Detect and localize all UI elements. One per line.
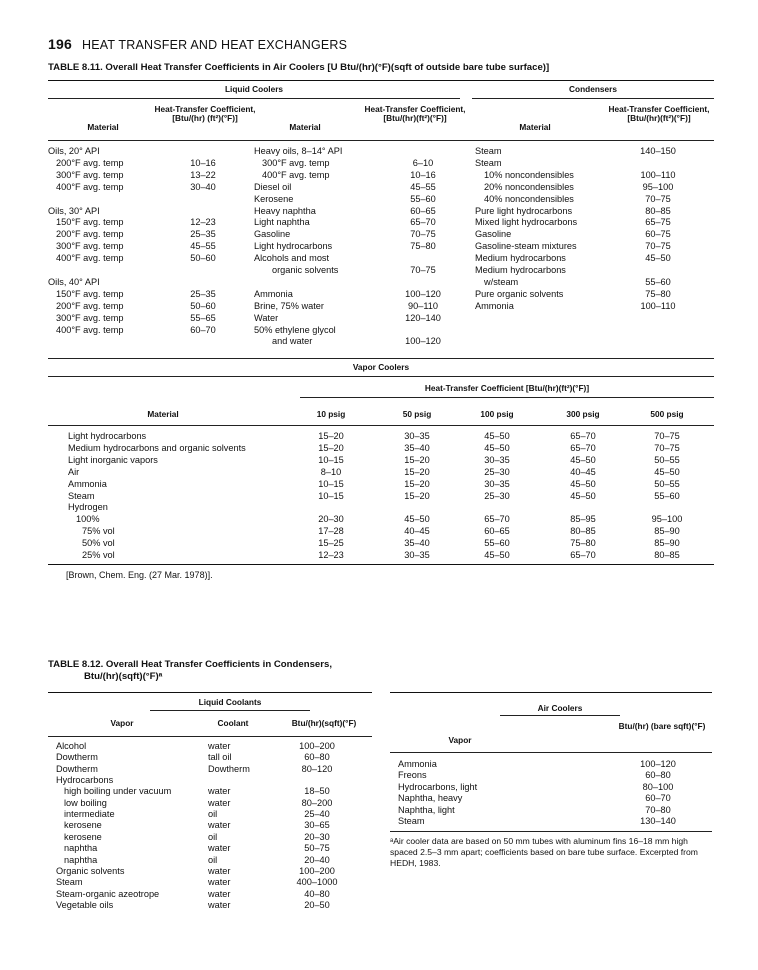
table-rule xyxy=(150,710,310,711)
table-cell: 100–110 xyxy=(640,300,676,311)
table-cell: water xyxy=(208,865,231,876)
vapor-col-header: 300 psig xyxy=(566,409,600,419)
table-cell: 200°F avg. temp xyxy=(56,300,124,311)
table-cell: 25–35 xyxy=(190,229,216,240)
table-cell: 95–100 xyxy=(651,514,683,525)
air-col-btu: Btu/(hr) (bare sqft)(°F) xyxy=(618,721,706,731)
table-8-11-title: TABLE 8.11. Overall Heat Transfer Coefficients in Air Coolers [U Btu/(hr)(°F)(sqft of outside bare tube surface)] xyxy=(48,62,550,73)
table-cell: 55–60 xyxy=(484,538,510,549)
table-rule xyxy=(48,140,714,141)
table-cell: 120–140 xyxy=(405,312,441,323)
table-rule xyxy=(48,692,372,693)
table-cell: 75–80 xyxy=(645,288,671,299)
table-cell: 25–40 xyxy=(304,809,330,820)
table-cell: 18–50 xyxy=(304,786,330,797)
table-cell: 20–30 xyxy=(304,831,330,842)
table-cell: water xyxy=(208,877,231,888)
table-cell: Oils, 40° API xyxy=(48,276,100,287)
table-cell: 60–70 xyxy=(190,324,216,335)
table-cell: 6–10 xyxy=(412,157,434,168)
running-title: HEAT TRANSFER AND HEAT EXCHANGERS xyxy=(81,38,348,52)
table-cell: Ammonia xyxy=(68,478,107,489)
vapor-coolers-label: Vapor Coolers xyxy=(352,362,410,372)
table-cell: water xyxy=(208,786,231,797)
table-cell: 400°F avg. temp xyxy=(56,253,124,264)
table-cell: Freons xyxy=(398,770,427,781)
table-cell: 400°F avg. temp xyxy=(56,324,124,335)
table-cell: Ammonia xyxy=(398,759,437,769)
table-cell: 15–20 xyxy=(318,431,344,441)
table-rule xyxy=(48,736,372,737)
table-cell: Water xyxy=(254,312,279,323)
table-cell: 45–55 xyxy=(190,241,216,252)
table-cell: Naphtha, heavy xyxy=(398,793,463,804)
table-cell: Steam xyxy=(475,146,502,156)
table-rule xyxy=(390,831,712,832)
table-cell: Vegetable oils xyxy=(56,899,114,910)
table-cell: Steam xyxy=(68,490,95,501)
table-cell: 50–60 xyxy=(190,253,216,264)
table-cell: 80–85 xyxy=(645,205,671,216)
table-cell: 60–70 xyxy=(645,793,671,804)
liquid-coolers-label: Liquid Coolers xyxy=(224,84,284,94)
table-rule xyxy=(48,80,714,81)
table-cell: oil xyxy=(208,854,218,865)
table-cell: 75% vol xyxy=(82,526,115,537)
table-cell: Gasoline-steam mixtures xyxy=(475,241,577,252)
table-cell: 10–15 xyxy=(318,478,344,489)
table-cell: water xyxy=(208,888,231,899)
table-cell: 100–200 xyxy=(299,865,335,876)
table-cell: 100–110 xyxy=(640,169,676,180)
table-cell: 45–50 xyxy=(484,431,510,441)
table-cell: 50–60 xyxy=(190,300,216,311)
vapor-col-header: 500 psig xyxy=(650,409,684,419)
table-cell: water xyxy=(208,797,231,808)
table-cell: naphtha xyxy=(64,854,98,865)
table-cell: 80–85 xyxy=(654,550,680,560)
table-cell: 25–35 xyxy=(190,288,216,299)
table-cell: Diesel oil xyxy=(254,181,292,192)
table-cell: 55–65 xyxy=(190,312,216,323)
table-cell: 10–16 xyxy=(410,169,436,180)
table-cell: 13–22 xyxy=(190,169,216,180)
table-cell: 100–120 xyxy=(405,336,441,347)
table-cell: 15–20 xyxy=(404,454,430,465)
table-cell: 70–75 xyxy=(654,442,680,453)
table-cell: Steam xyxy=(398,816,425,826)
table-cell: naphtha xyxy=(64,843,98,854)
table-rule xyxy=(500,715,620,716)
table-cell: Medium hydrocarbons xyxy=(475,253,566,264)
table-rule xyxy=(300,397,714,398)
table-cell: 100–200 xyxy=(299,741,335,751)
table-cell: and water xyxy=(272,336,313,347)
table-cell: 15–25 xyxy=(318,538,344,549)
t812-col-header: Vapor xyxy=(110,718,134,728)
table-cell: 45–50 xyxy=(645,253,671,264)
table-cell: 30–35 xyxy=(484,454,510,465)
table-cell: Dowtherm xyxy=(56,752,98,763)
table-cell: 30–35 xyxy=(404,550,430,560)
table-cell: 50% ethylene glycol xyxy=(254,324,336,335)
table-cell: 55–60 xyxy=(645,276,671,287)
table-cell: Air xyxy=(68,466,80,477)
table-cell: Gasoline xyxy=(475,229,512,240)
table-cell: 70–75 xyxy=(654,431,680,441)
table-cell: 60–65 xyxy=(484,526,510,537)
table-cell: 30–40 xyxy=(190,181,216,192)
air-col-vapor: Vapor xyxy=(448,735,472,745)
table-cell: Oils, 20° API xyxy=(48,146,100,156)
col-material-3: Material xyxy=(519,122,551,132)
table-cell: 65–70 xyxy=(570,442,596,453)
col-coeff-1: Heat-Transfer Coefficient, [Btu/(hr) (ft²)(°F)] xyxy=(154,104,256,123)
vapor-col-header: 100 psig xyxy=(480,409,514,419)
table-cell: Organic solvents xyxy=(56,865,125,876)
table-cell: 10–16 xyxy=(190,157,216,168)
table-cell: 30–35 xyxy=(484,478,510,489)
table-cell: 45–50 xyxy=(484,550,510,560)
table-cell: water xyxy=(208,741,231,751)
table-cell: Oils, 30° API xyxy=(48,205,100,216)
table-cell: 75–80 xyxy=(570,538,596,549)
table-cell: water xyxy=(208,899,231,910)
table-cell: 35–40 xyxy=(404,538,430,549)
table-cell: 60–80 xyxy=(304,752,330,763)
table-rule xyxy=(48,564,714,565)
table-cell: intermediate xyxy=(64,809,115,820)
table-cell: Pure organic solvents xyxy=(475,288,564,299)
table-cell: Hydrocarbons xyxy=(56,775,114,786)
table-cell: 15–20 xyxy=(404,466,430,477)
table-8-12-title-line2: Btu/(hr)(sqft)(°F)ᵃ xyxy=(84,671,163,682)
table-cell: 90–110 xyxy=(408,300,438,311)
table-cell: 130–140 xyxy=(640,816,676,826)
table-cell: 65–70 xyxy=(570,550,596,560)
table-cell: 25–30 xyxy=(484,490,510,501)
table-cell: 50–75 xyxy=(304,843,330,854)
table-cell: 80–200 xyxy=(301,797,333,808)
table-cell: 70–75 xyxy=(410,229,436,240)
running-header xyxy=(48,36,347,52)
table-cell: 200°F avg. temp xyxy=(56,157,124,168)
table-cell: 50–55 xyxy=(654,454,680,465)
table-cell: 65–70 xyxy=(484,514,510,525)
table-rule xyxy=(48,425,714,426)
table-cell: 80–100 xyxy=(642,781,674,792)
table-cell: Naphtha, light xyxy=(398,804,455,815)
table-rule xyxy=(390,752,712,753)
vapor-coeff-label: Heat-Transfer Coefficient [Btu/(hr)(ft²)(°F)] xyxy=(424,383,590,393)
table-cell: Gasoline xyxy=(254,229,291,240)
table-cell: oil xyxy=(208,809,218,820)
table-cell: Steam xyxy=(475,157,502,168)
table-cell: 140–150 xyxy=(640,146,676,156)
table-cell: 20–40 xyxy=(304,854,330,865)
table-cell: 60–65 xyxy=(410,205,436,216)
table-cell: 45–50 xyxy=(404,514,430,525)
table-cell: 45–55 xyxy=(410,181,436,192)
table-cell: Kerosene xyxy=(254,193,294,204)
table-cell: 10% noncondensibles xyxy=(484,169,574,180)
table-cell: Ammonia xyxy=(475,300,514,311)
table-cell: tall oil xyxy=(208,752,232,763)
table-cell: 15–20 xyxy=(404,478,430,489)
table-cell: 45–50 xyxy=(570,478,596,489)
table-cell: low boiling xyxy=(64,797,107,808)
table-cell: 300°F avg. temp xyxy=(56,241,124,252)
table-cell: 100% xyxy=(76,514,100,525)
table-rule xyxy=(48,358,714,359)
table-cell: 60–75 xyxy=(645,229,671,240)
table-cell: 65–70 xyxy=(570,431,596,441)
table-cell: Medium hydrocarbons xyxy=(475,265,566,275)
table-cell: 30–65 xyxy=(304,820,330,831)
table-cell: Brine, 75% water xyxy=(254,300,324,311)
table-cell: w/steam xyxy=(484,276,519,287)
table-cell: 20–30 xyxy=(318,514,344,525)
table-cell: 85–90 xyxy=(654,538,680,549)
condensers-label: Condensers xyxy=(569,84,617,94)
table-cell: Dowtherm xyxy=(208,763,250,774)
table-cell: high boiling under vacuum xyxy=(64,786,172,797)
table-rule xyxy=(48,98,460,99)
table-cell: 40–80 xyxy=(304,888,330,899)
table-cell: Hydrogen xyxy=(68,502,108,513)
table-cell: 50–55 xyxy=(654,478,680,489)
table-cell: Mixed light hydrocarbons xyxy=(475,217,578,228)
table-cell: 45–50 xyxy=(570,454,596,465)
table-cell: Hydrocarbons, light xyxy=(398,781,478,792)
table-cell: water xyxy=(208,820,231,831)
table-rule xyxy=(48,376,714,377)
table-cell: oil xyxy=(208,831,218,842)
table-cell: 150°F avg. temp xyxy=(56,217,124,228)
table-cell: Heavy oils, 8–14° API xyxy=(254,146,343,156)
table-cell: 25% vol xyxy=(82,550,115,560)
table-rule xyxy=(390,692,712,693)
table-cell: Light inorganic vapors xyxy=(68,454,158,465)
table-cell: Medium hydrocarbons and organic solvents xyxy=(68,442,246,453)
table-cell: 15–20 xyxy=(404,490,430,501)
table-cell: organic solvents xyxy=(272,265,339,275)
table-cell: 70–75 xyxy=(645,241,671,252)
table-cell: 15–20 xyxy=(318,442,344,453)
table-cell: 300°F avg. temp xyxy=(262,157,330,168)
liquid-coolants-label: Liquid Coolants xyxy=(198,697,262,707)
table-cell: 200°F avg. temp xyxy=(56,229,124,240)
table-source: [Brown, Chem. Eng. (27 Mar. 1978)]. xyxy=(66,570,213,580)
table-cell: Light hydrocarbons xyxy=(254,241,333,252)
vapor-col-header: Material xyxy=(147,409,179,419)
table-cell: 65–75 xyxy=(645,217,671,228)
table-cell: 20–50 xyxy=(304,899,330,910)
table-cell: 45–50 xyxy=(654,466,680,477)
table-cell: 70–80 xyxy=(645,804,671,815)
table-cell: 45–50 xyxy=(570,490,596,501)
table-cell: 100–120 xyxy=(640,759,676,769)
table-cell: Light naphtha xyxy=(254,217,310,228)
table-cell: Dowtherm xyxy=(56,763,98,774)
table-cell: 10–15 xyxy=(318,490,344,501)
table-cell: 85–95 xyxy=(570,514,596,525)
table-cell: 300°F avg. temp xyxy=(56,312,124,323)
table-cell: Alcohols and most xyxy=(254,253,330,264)
table-cell: 300°F avg. temp xyxy=(56,169,124,180)
col-material-2: Material xyxy=(289,122,321,132)
table-cell: 20% noncondensibles xyxy=(484,181,574,192)
table-cell: 8–10 xyxy=(320,466,342,477)
table-cell: 60–80 xyxy=(645,770,671,781)
table-cell: Steam xyxy=(56,877,83,888)
table-cell: Light hydrocarbons xyxy=(68,431,147,441)
col-coeff-3: Heat-Transfer Coefficient, [Btu/(hr)(ft²)(°F)] xyxy=(608,104,710,123)
table-cell: 70–75 xyxy=(645,193,671,204)
table-cell: 95–100 xyxy=(642,181,674,192)
table-footnote: ᵃAir cooler data are based on 50 mm tubes with aluminum fins 16–18 mm high spaced 2.5–3 mm apart; coefficients based on bare tube surface. Excerpted from HEDH, 1983. xyxy=(390,836,698,868)
t812-col-header: Btu/(hr)(sqft)(°F) xyxy=(291,718,357,728)
table-cell: 12–23 xyxy=(318,550,344,560)
col-coeff-2: Heat-Transfer Coefficient, [Btu/(hr)(ft²)(°F)] xyxy=(364,104,466,123)
page-number: 196 xyxy=(48,36,72,52)
table-cell: 40–45 xyxy=(570,466,596,477)
table-cell: 55–60 xyxy=(654,490,680,501)
table-cell: 40–45 xyxy=(404,526,430,537)
vapor-col-header: 50 psig xyxy=(402,409,432,419)
table-cell: Heavy naphtha xyxy=(254,205,316,216)
table-cell: 150°F avg. temp xyxy=(56,288,124,299)
table-rule xyxy=(472,98,714,99)
table-cell: 65–70 xyxy=(410,217,436,228)
table-cell: water xyxy=(208,843,231,854)
vapor-col-header: 10 psig xyxy=(316,409,346,419)
table-cell: 50% vol xyxy=(82,538,115,549)
col-material-1: Material xyxy=(87,122,119,132)
table-cell: 400°F avg. temp xyxy=(56,181,124,192)
table-cell: 80–120 xyxy=(301,763,333,774)
table-cell: 10–15 xyxy=(318,454,344,465)
table-cell: Alcohol xyxy=(56,741,87,751)
table-8-12-title-line1: TABLE 8.12. Overall Heat Transfer Coefficients in Condensers, xyxy=(48,659,332,670)
air-coolers-label: Air Coolers xyxy=(537,703,583,713)
table-cell: 80–85 xyxy=(570,526,596,537)
table-cell: 25–30 xyxy=(484,466,510,477)
table-cell: 70–75 xyxy=(410,265,436,275)
table-cell: 17–28 xyxy=(318,526,344,537)
table-cell: 30–35 xyxy=(404,431,430,441)
table-cell: kerosene xyxy=(64,831,102,842)
table-cell: 400°F avg. temp xyxy=(262,169,330,180)
table-cell: 55–60 xyxy=(410,193,436,204)
table-cell: 400–1000 xyxy=(296,877,338,888)
t812-col-header: Coolant xyxy=(217,718,249,728)
table-cell: Ammonia xyxy=(254,288,293,299)
table-cell: Pure light hydrocarbons xyxy=(475,205,573,216)
table-cell: Steam-organic azeotrope xyxy=(56,888,160,899)
table-cell: 85–90 xyxy=(654,526,680,537)
table-cell: 45–50 xyxy=(484,442,510,453)
table-cell: 12–23 xyxy=(190,217,216,228)
table-cell: kerosene xyxy=(64,820,102,831)
table-cell: 35–40 xyxy=(404,442,430,453)
table-cell: 40% noncondensibles xyxy=(484,193,574,204)
table-cell: 100–120 xyxy=(405,288,441,299)
table-cell: 75–80 xyxy=(410,241,436,252)
